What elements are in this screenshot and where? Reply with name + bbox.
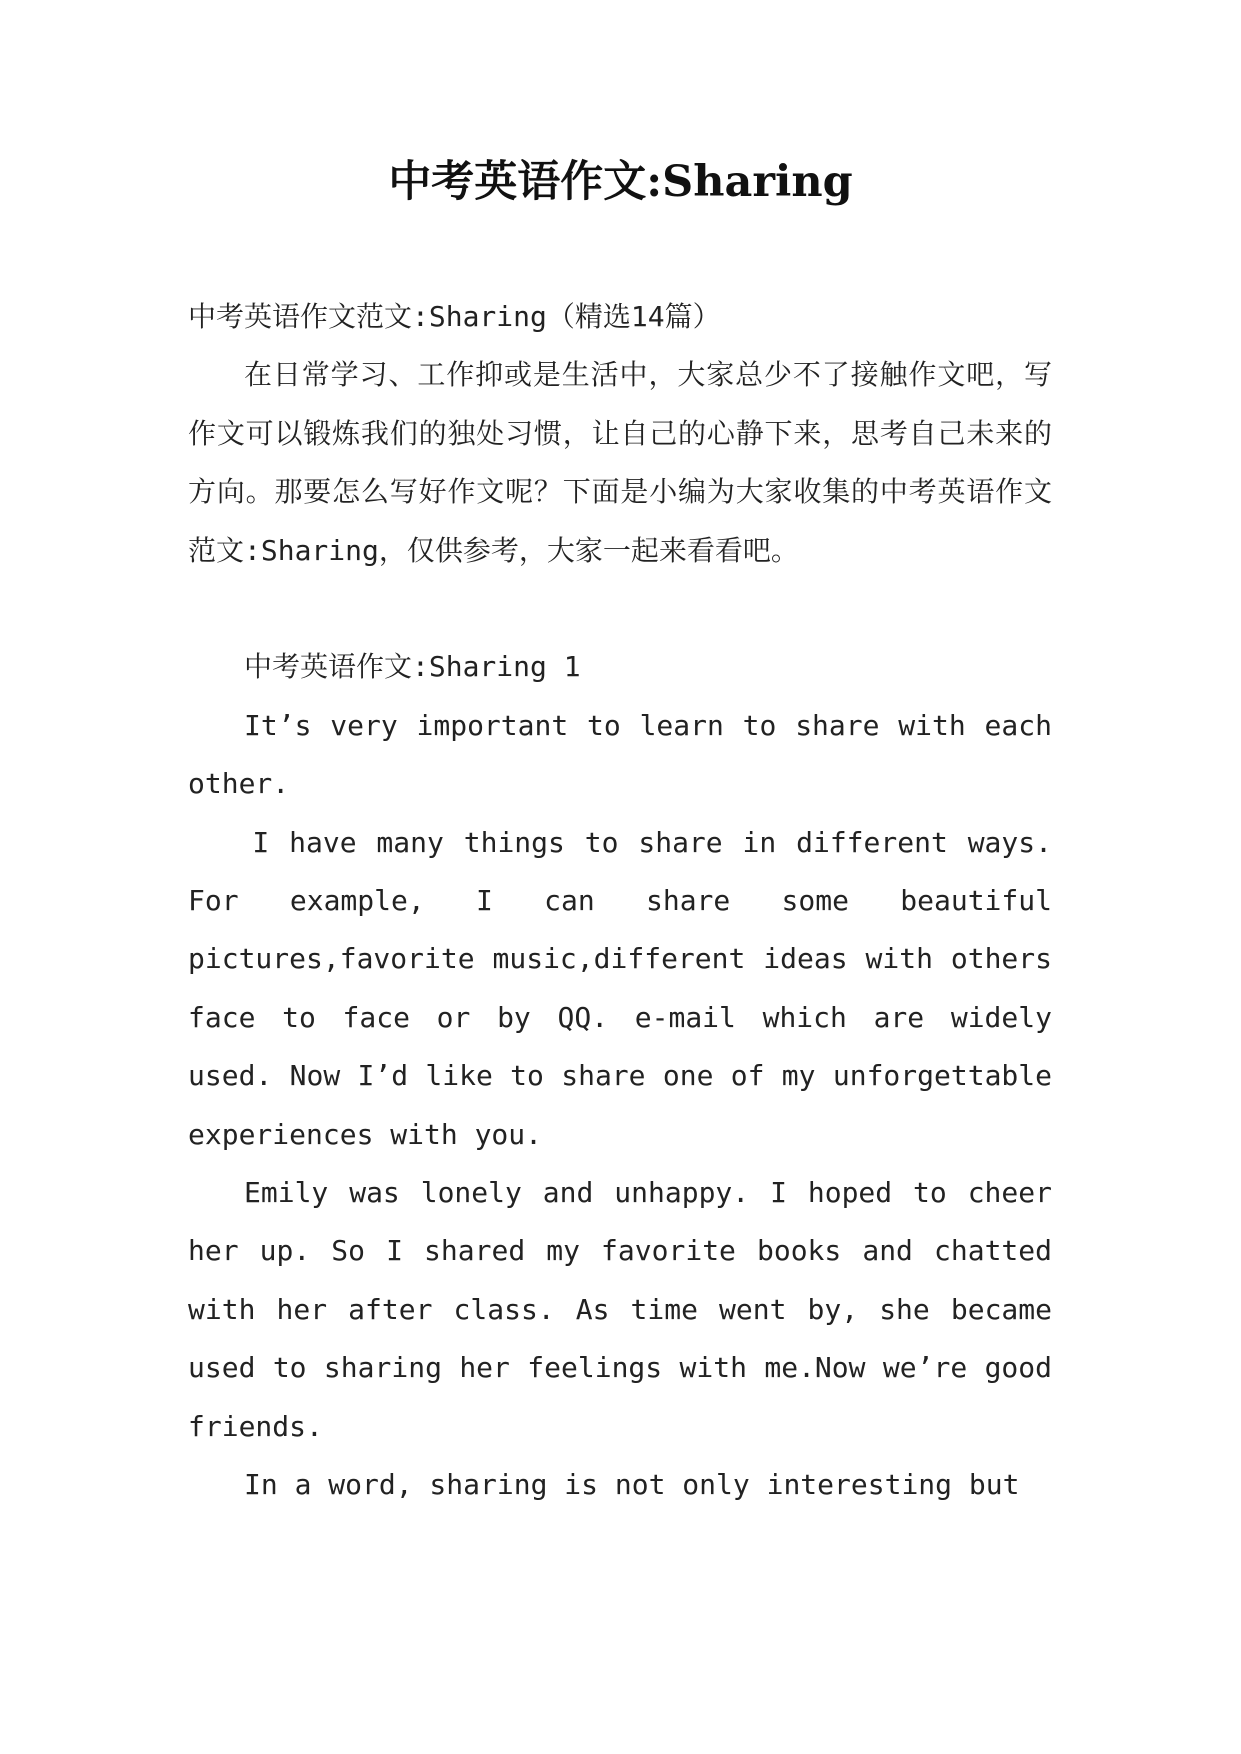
paragraph-spacer [188, 580, 1052, 638]
document-title: 中考英语作文:Sharing [388, 157, 853, 207]
document-body [188, 288, 1052, 1515]
document-subtitle: 中考英语作文范文:Sharing（精选14篇） [188, 300, 721, 333]
section-heading: 中考英语作文:Sharing 1 [244, 650, 581, 684]
essay-paragraph-3: Emily was lonely and unhappy. I hoped to cheer her up. So I shared my favorite books and chatted with her after class. As time went by, she became used to sharing her feelings with me.Now we’re good friends. [188, 1176, 1052, 1443]
essay-paragraph-4: In a word, sharing is not only interesting but [244, 1468, 1020, 1502]
intro-paragraph: 在日常学习、工作抑或是生活中，大家总少不了接触作文吧，写作文可以锻炼我们的独处习惯，让自己的心静下来，思考自己未来的方向。那要怎么写好作文呢？下面是小编为大家收集的中考英语作文范文:Sharing，仅供参考，大家一起来看看吧。 [188, 358, 1052, 567]
essay-paragraph-2: I have many things to share in different ways. For example, I can share some beautiful pictures,favorite music,different ideas with others face to face or by QQ. e-mail which are widely used. Now I’d like to share one of my unforgettable experiences with you. [188, 825, 1052, 1151]
essay-paragraph-1: It’s very important to learn to share with each other. [188, 708, 1052, 801]
